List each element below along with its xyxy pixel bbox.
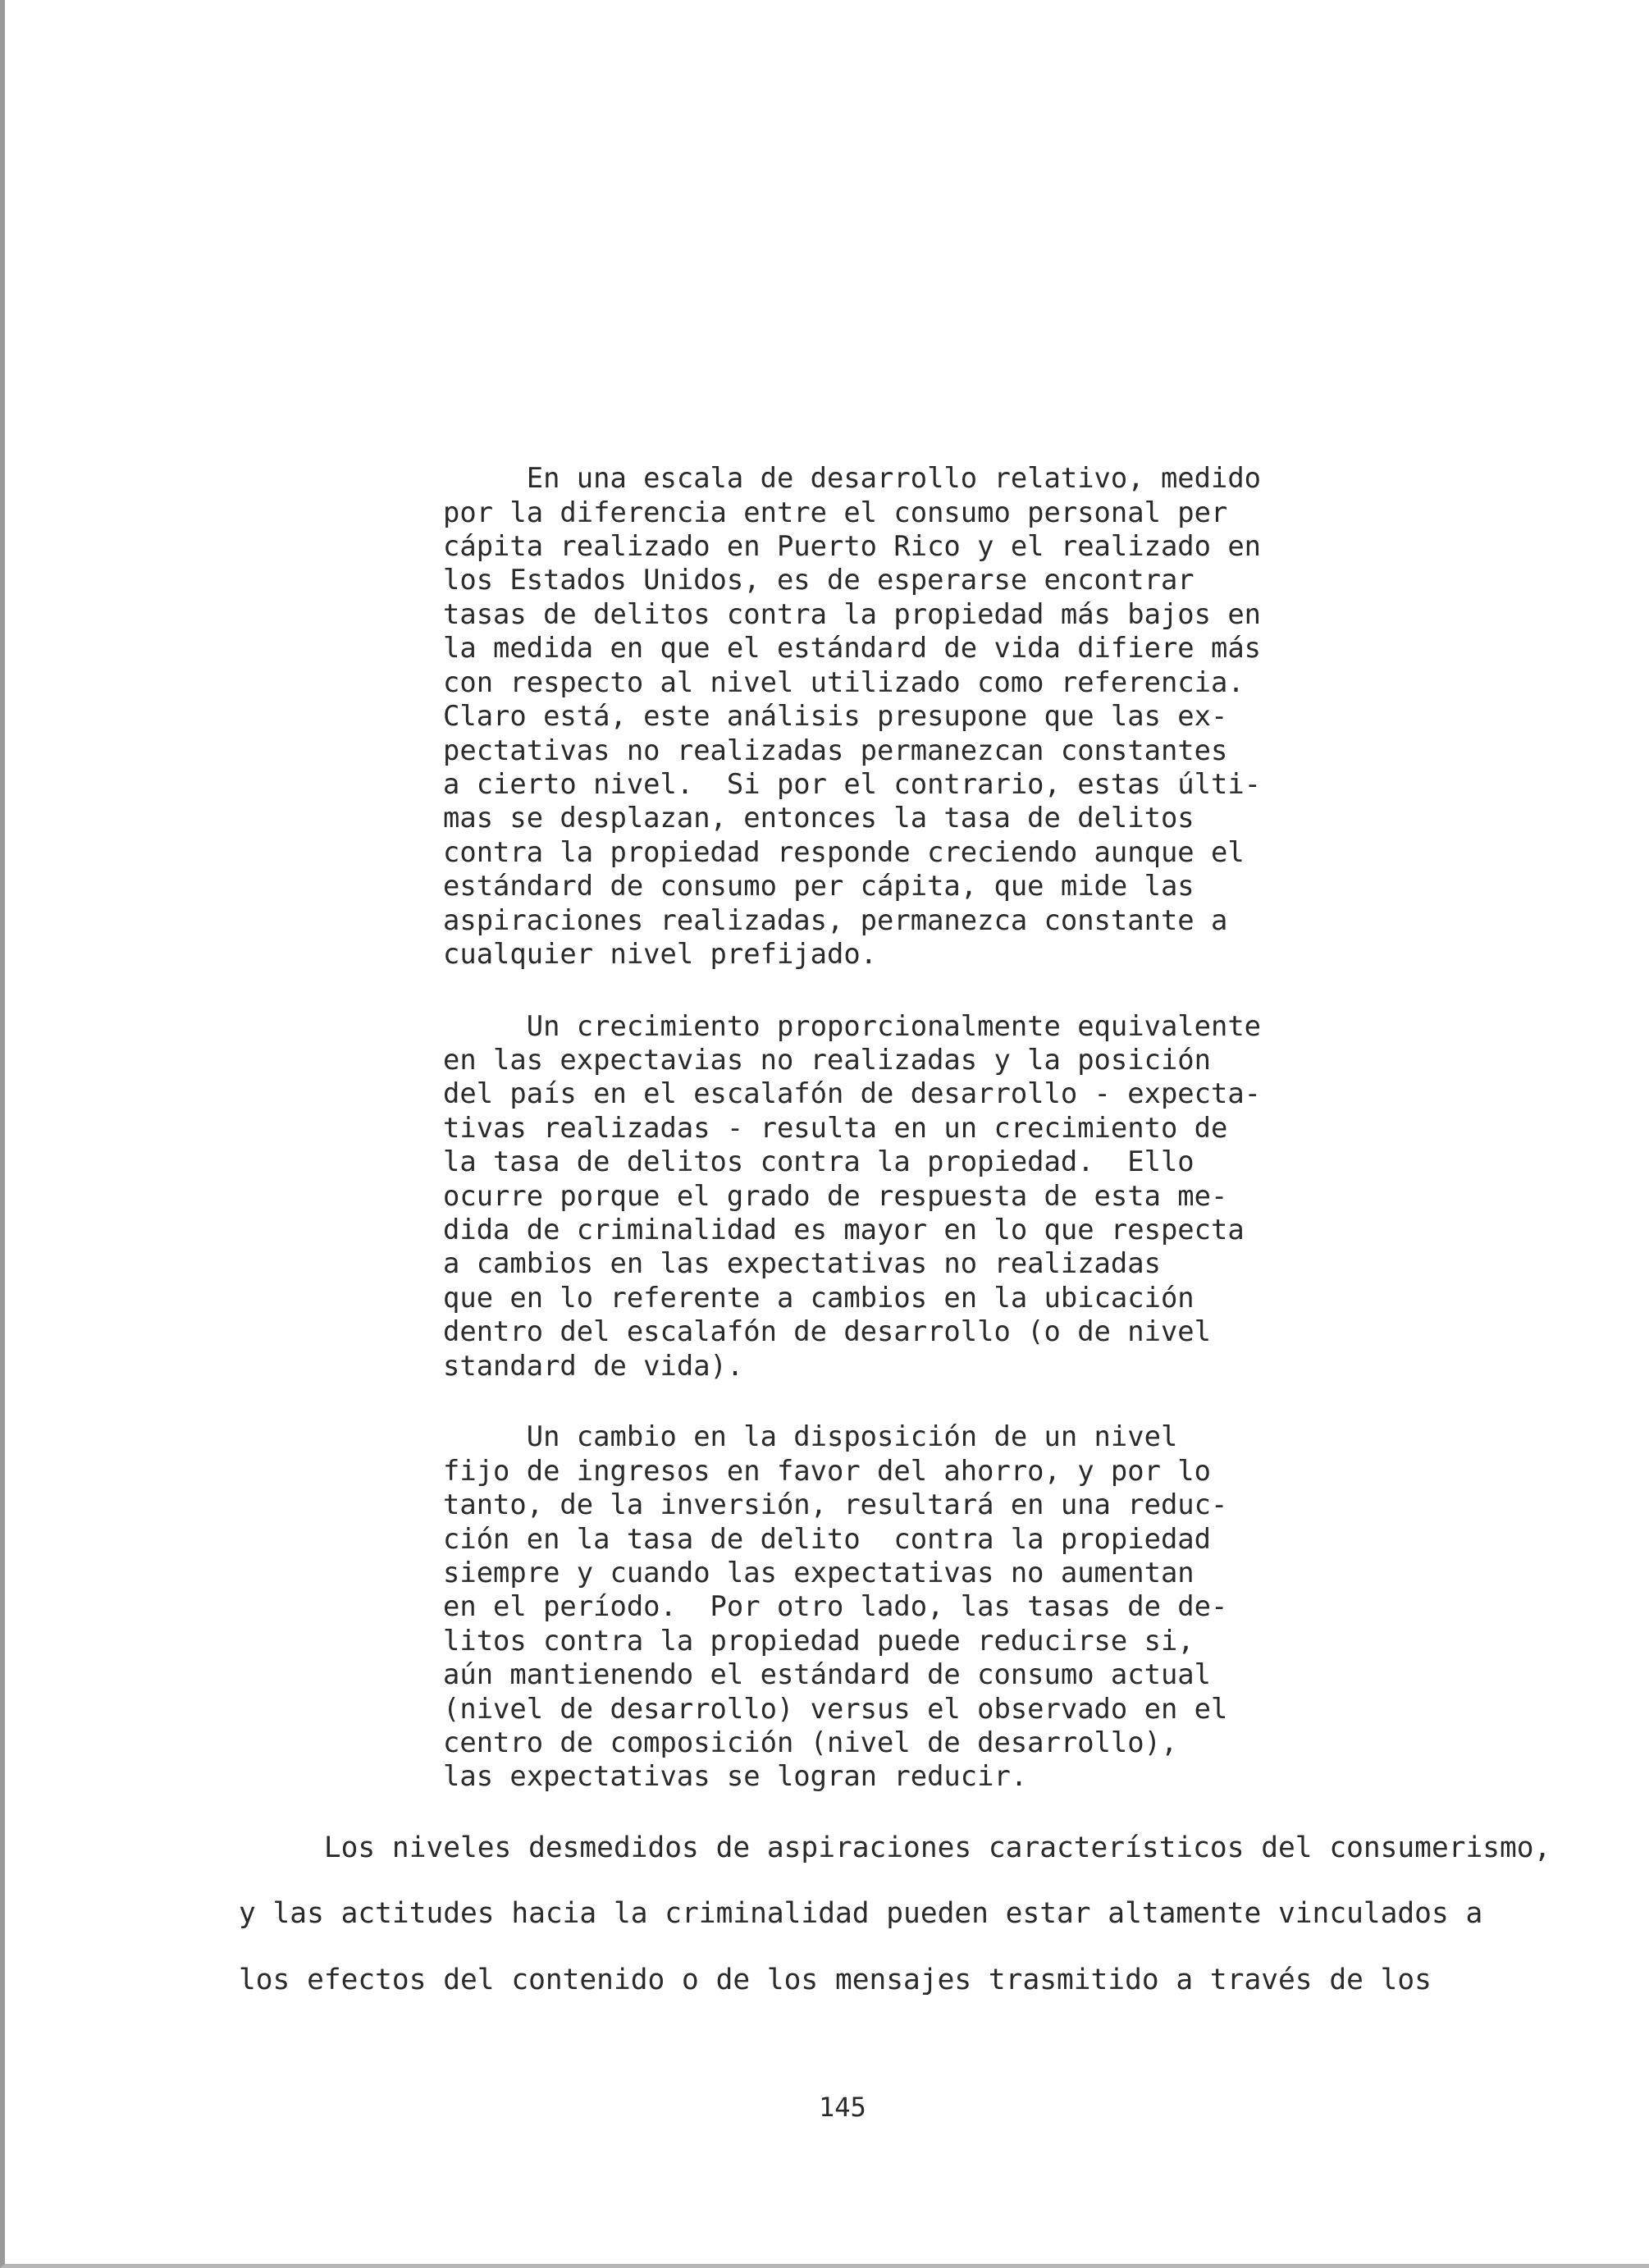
text-line: los efectos del contenido o de los mensajes trasmitido a través de los (239, 1964, 1432, 1996)
text-line: tasas de delitos contra la propiedad más bajos en (443, 598, 1262, 630)
text-line: Un crecimiento proporcionalmente equivalente (443, 1010, 1262, 1042)
text-line: los Estados Unidos, es de esperarse encontrar (443, 564, 1194, 596)
text-line: tanto, de la inversión, resultará en una reduc- (443, 1488, 1228, 1520)
text-line: litos contra la propiedad puede reducirse si, (443, 1625, 1194, 1657)
text-line: aspiraciones realizadas, permanezca constante a (443, 904, 1228, 936)
text-line: dentro del escalafón de desarrollo (o de nivel (443, 1315, 1211, 1347)
text-line: la medida en que el estándard de vida difiere más (443, 632, 1262, 664)
text-line: que en lo referente a cambios en la ubicación (443, 1282, 1194, 1314)
text-line: (nivel de desarrollo) versus el observado en el (443, 1693, 1228, 1725)
text-line: Un cambio en la disposición de un nivel (443, 1420, 1178, 1452)
text-line: a cambios en las expectativas no realizadas (443, 1247, 1161, 1279)
text-line: del país en el escalafón de desarrollo - expecta- (443, 1077, 1262, 1109)
text-line: En una escala de desarrollo relativo, medido (443, 462, 1262, 494)
text-line: las expectativas se logran reducir. (443, 1760, 1028, 1792)
text-line: y las actitudes hacia la criminalidad pueden estar altamente vinculados a (239, 1897, 1483, 1930)
text-line: pectativas no realizadas permanezcan constantes (443, 734, 1228, 766)
text-line: fijo de ingresos en favor del ahorro, y por lo (443, 1455, 1211, 1487)
text-line: con respecto al nivel utilizado como referencia. (443, 666, 1245, 698)
page-number: 145 (819, 2092, 866, 2123)
text-line: Claro está, este análisis presupone que las ex- (443, 700, 1228, 732)
text-line: por la diferencia entre el consumo personal per (443, 496, 1228, 528)
text-line: tivas realizadas - resulta en un crecimiento de (443, 1112, 1228, 1144)
text-line: cualquier nivel prefijado. (443, 938, 878, 970)
text-line: ocurre porque el grado de respuesta de esta me- (443, 1180, 1228, 1212)
text-line: mas se desplazan, entonces la tasa de delitos (443, 802, 1194, 834)
text-line: Los niveles desmedidos de aspiraciones característicos del consumerismo, (239, 1831, 1551, 1864)
text-line: cápita realizado en Puerto Rico y el realizado en (443, 530, 1262, 562)
text-line: en las expectavias no realizadas y la posición (443, 1044, 1211, 1076)
text-line: aún mantienendo el estándard de consumo actual (443, 1658, 1211, 1690)
text-line: siempre y cuando las expectativas no aumentan (443, 1557, 1194, 1589)
text-line: dida de criminalidad es mayor en lo que respecta (443, 1214, 1245, 1246)
text-line: ción en la tasa de delito contra la propiedad (443, 1523, 1211, 1555)
text-line: a cierto nivel. Si por el contrario, estas últi- (443, 768, 1262, 800)
text-line: la tasa de delitos contra la propiedad. Ello (443, 1145, 1194, 1177)
text-line: en el período. Por otro lado, las tasas de de- (443, 1590, 1228, 1622)
text-line: contra la propiedad responde creciendo aunque el (443, 836, 1245, 868)
text-line: centro de composición (nivel de desarrollo), (443, 1726, 1178, 1758)
text-line: standard de vida). (443, 1350, 744, 1382)
text-line: estándard de consumo per cápita, que mide las (443, 870, 1194, 902)
